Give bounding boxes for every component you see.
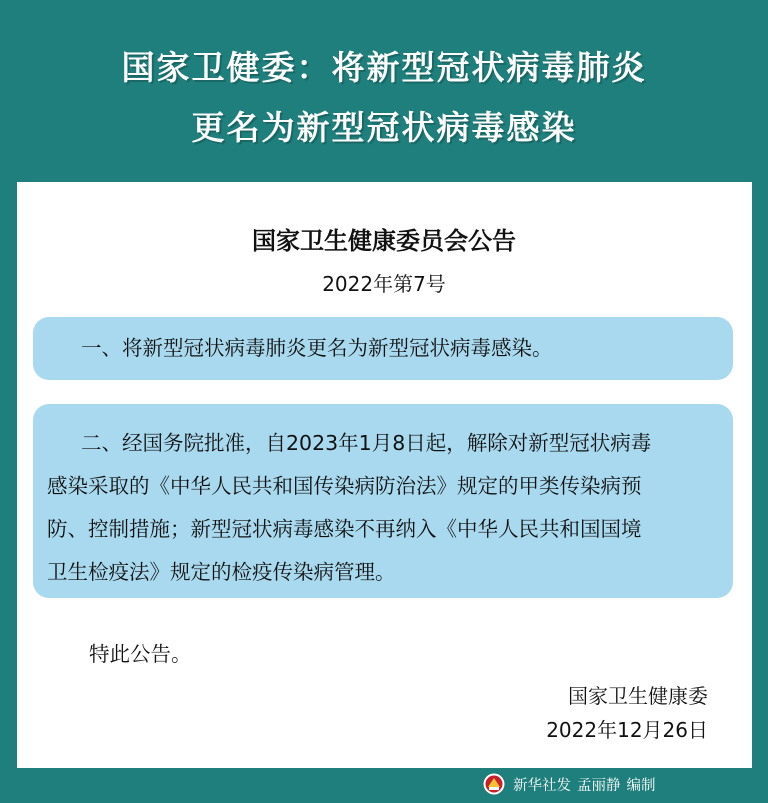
credit-line (483, 772, 656, 796)
notice-item-2-line: 二、经国务院批准，自2023年1月8日起，解除对新型冠状病毒 (81, 431, 652, 455)
notice-title: 国家卫生健康委员会公告 (252, 227, 516, 255)
headline-line-2: 更名为新型冠状病毒感染 (191, 108, 577, 147)
headline-line-1: 国家卫健委：将新型冠状病毒肺炎 (121, 48, 647, 87)
notice-item-2-line: 卫生检疫法》规定的检疫传染病管理。 (47, 560, 396, 584)
notice-item-2-line: 感染采取的《中华人民共和国传染病防治法》规定的甲类传染病预 (47, 474, 642, 498)
notice-item-2-box (33, 404, 733, 598)
notice-signer: 国家卫生健康委 (568, 684, 708, 708)
notice-item-1-box (33, 317, 733, 380)
credit-role: 编制 (626, 777, 656, 794)
credit-author: 孟丽静 (577, 777, 621, 794)
notice-date: 2022年12月26日 (546, 718, 708, 742)
xinhua-logo-icon (483, 773, 505, 795)
headline (0, 38, 768, 158)
notice-item-2-line: 防、控制措施；新型冠状病毒感染不再纳入《中华人民共和国国境 (47, 517, 642, 541)
notice-item-1-text: 一、将新型冠状病毒肺炎更名为新型冠状病毒感染。 (81, 336, 553, 360)
notice-number: 2022年第7号 (322, 272, 446, 296)
notice-closing: 特此公告。 (89, 642, 192, 666)
credit-agency: 新华社发 (513, 777, 571, 794)
